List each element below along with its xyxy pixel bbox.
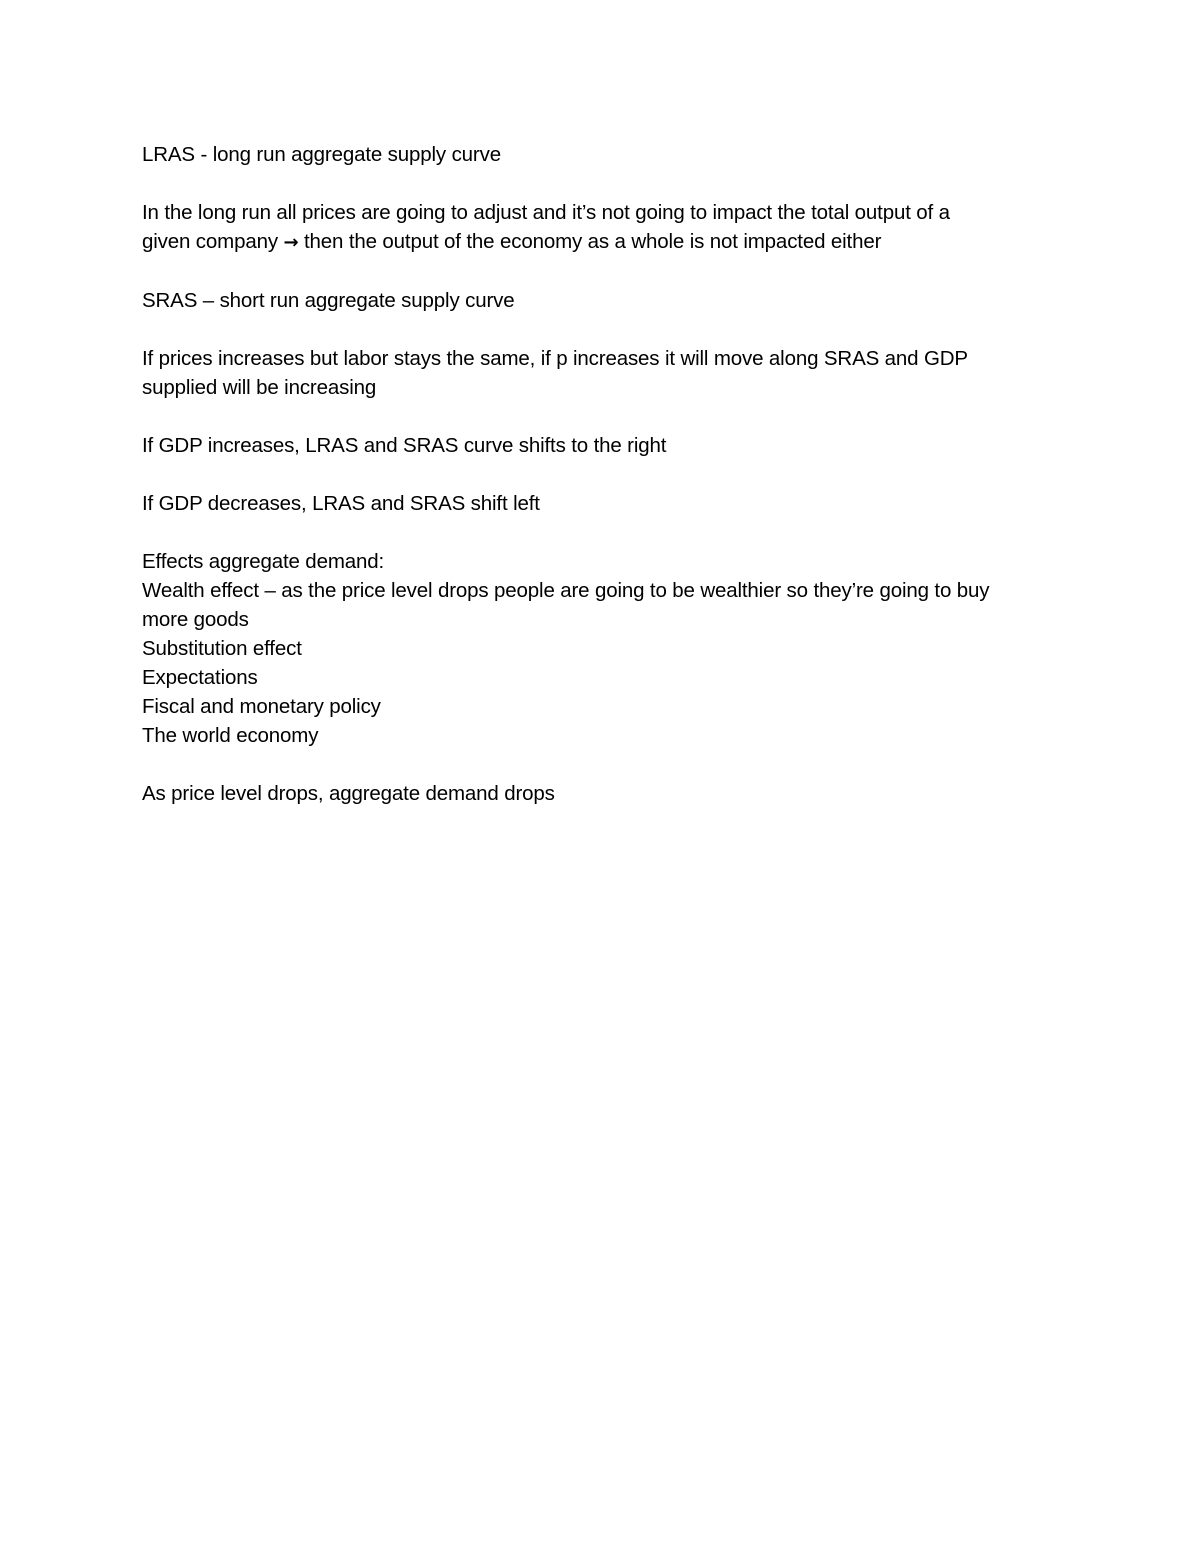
effect-item: Fiscal and monetary policy: [142, 695, 381, 718]
gdp-decrease-text: If GDP decreases, LRAS and SRAS shift left: [142, 492, 540, 515]
sras-definition: [142, 286, 1082, 315]
aggregate-demand-effects: [142, 547, 1082, 750]
price-increase-line-2: supplied will be increasing: [142, 376, 377, 399]
effects-heading: Effects aggregate demand:: [142, 550, 385, 573]
gdp-increase-text: If GDP increases, LRAS and SRAS curve shifts to the right: [142, 434, 667, 457]
long-run-line-1: In the long run all prices are going to adjust and it’s not going to impact the total output of a: [142, 201, 950, 224]
gdp-increase-note: [142, 431, 1082, 460]
price-increase-line-1: If prices increases but labor stays the same, if p increases it will move along SRAS and GDP: [142, 347, 968, 370]
effect-item: Expectations: [142, 666, 258, 689]
long-run-line-2-start: given company: [142, 230, 278, 253]
right-arrow-icon: →: [283, 232, 299, 253]
long-run-explanation: [142, 198, 1082, 257]
long-run-line-2: [142, 227, 1082, 257]
gdp-decrease-note: [142, 489, 1082, 518]
sras-definition-text: SRAS – short run aggregate supply curve: [142, 289, 515, 312]
price-level-conclusion: [142, 779, 1082, 808]
price-increase-note: [142, 344, 1082, 402]
price-level-conclusion-text: As price level drops, aggregate demand drops: [142, 782, 555, 805]
effect-item: Substitution effect: [142, 637, 302, 660]
wealth-effect-line-1: Wealth effect – as the price level drops people are going to be wealthier so they’re going to buy: [142, 579, 990, 602]
wealth-effect-line-2: more goods: [142, 608, 249, 631]
lras-definition-text: LRAS - long run aggregate supply curve: [142, 143, 501, 166]
document-body: [142, 140, 1082, 837]
lras-definition: [142, 140, 1082, 169]
effect-item: The world economy: [142, 724, 319, 747]
long-run-line-2-end: then the output of the economy as a whole is not impacted either: [303, 230, 882, 253]
